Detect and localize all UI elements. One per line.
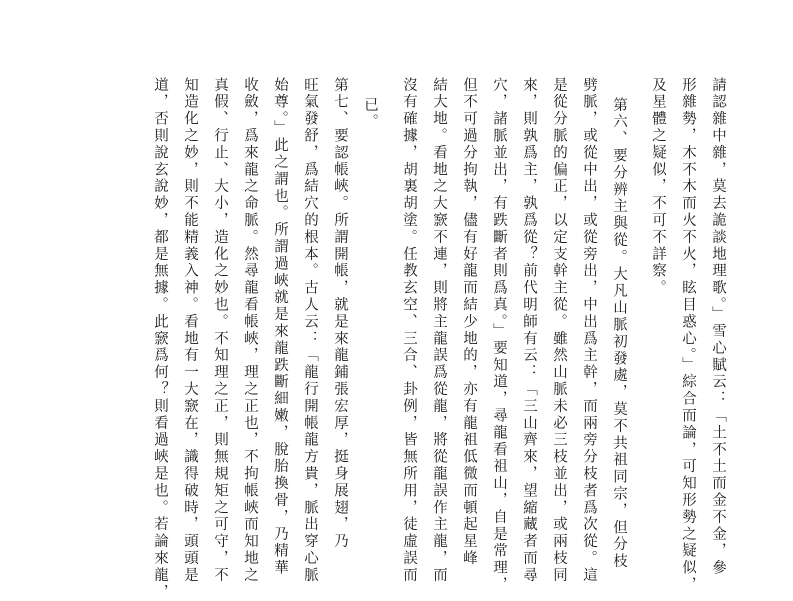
text-column-14: 旺氣發舒，爲結穴的根本。古人云：「龍行開帳龍方貴，脈出穿心脈 xyxy=(302,77,318,584)
text-column-19: 道，否則說玄說妙，都是無據。此窾爲何？則看過峽是也。若論來龍， xyxy=(152,77,168,601)
text-column-3: 及星體之疑似，不可不詳察。 xyxy=(650,77,666,297)
text-column-11: 沒有確據，胡裏胡塗。任教玄空、三合、卦例，皆無所用，徒虛誤而 xyxy=(401,77,417,584)
text-column-8: 穴，諸脈並出，有跌斷者則爲真。」要知道，尋龍看祖山，自是常理， xyxy=(491,77,507,594)
text-column-7: 來，則孰爲主，孰爲從？前代明師有云：「三山齊來，望縮藏者而尋 xyxy=(521,77,537,584)
text-column-2: 形雜勢，木不木而火不火，眩目惑心。」綜合而論，可知形勢之疑似， xyxy=(680,77,696,594)
text-column-17: 真假、行止、大小，造化之妙也。不知理之正，則無規矩之可守，不 xyxy=(212,77,228,584)
text-column-10: 結大地。看地之大窾不連，則將主龍誤爲從龍，將從龍誤作主龍，而 xyxy=(431,77,447,584)
text-column-9: 但不可過分拘執，儘有好龍而結少地的，亦有龍祖低微而頓起星峰 xyxy=(461,77,477,568)
text-column-15: 始尊。」此之謂也。所謂過峽就是來龍跌斷細嫩，脫胎換骨，乃精華 xyxy=(272,77,288,577)
text-column-5: 劈脈，或從中出，或從旁出，中出爲主幹，而兩旁分枝者爲次從。這 xyxy=(581,77,597,584)
text-column-4: 第六、要分辨主與從。大凡山脈初發處，莫不共祖同宗，但分枝 xyxy=(611,97,627,571)
text-column-13: 第七、要認帳峽。所謂開帳，就是來龍鋪張宏厚，挺身展翅，乃 xyxy=(332,77,348,551)
text-column-12: 已。 xyxy=(362,97,378,131)
text-column-6: 是從分脈的偏正，以定支幹主從。雖然山脈未必三枝並出，或兩枝同 xyxy=(551,77,567,584)
text-column-18: 知造化之妙，則不能精義入神。看地有一大窾在，識得破時，頭頭是 xyxy=(182,77,198,584)
text-column-1: 請認雜中雜，莫去詭談地理歌。」雪心賦云：「土不土而金不金，參 xyxy=(710,77,726,577)
text-column-16: 收斂，爲來龍之命脈。然尋龍看帳峽，理之正也，不拘帳峽而知地之 xyxy=(242,77,258,584)
